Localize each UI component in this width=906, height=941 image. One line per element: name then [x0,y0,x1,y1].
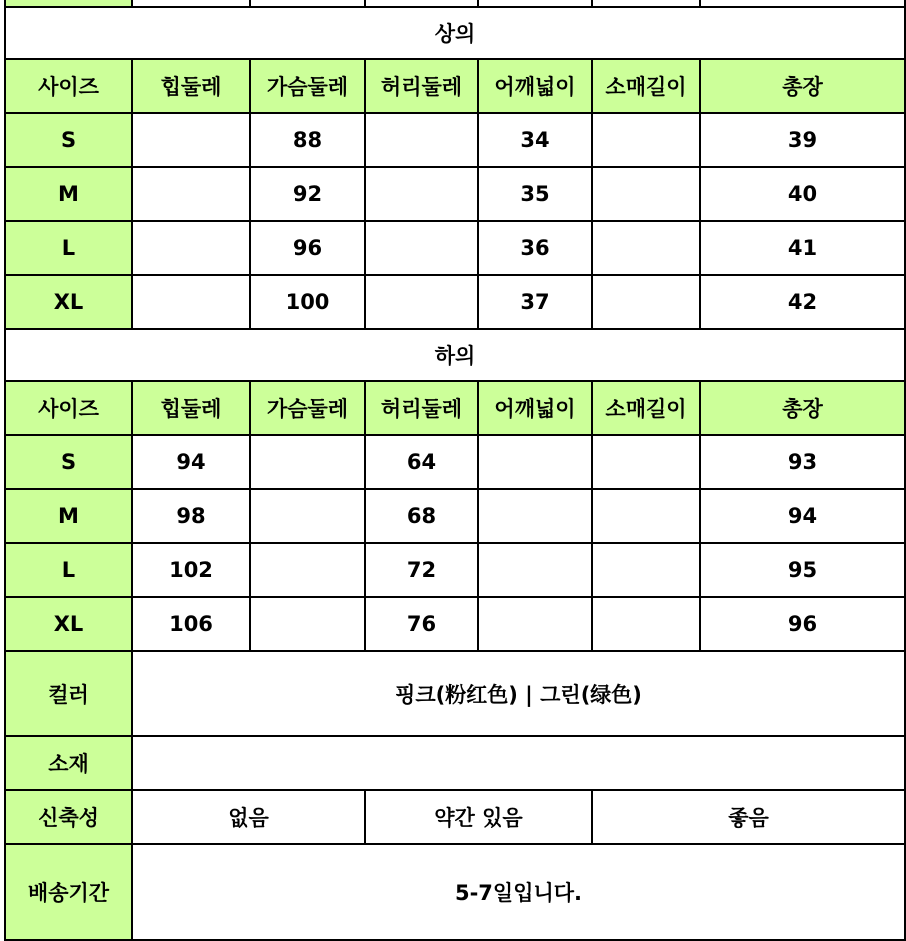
sleeve-cell [592,221,700,275]
length-cell: 42 [700,275,905,329]
sleeve-cell [592,167,700,221]
col-header-waist: 허리둘레 [365,381,478,435]
col-header-waist: 허리둘레 [365,59,478,113]
cutoff-cell [478,0,592,7]
table-row [5,113,905,167]
sleeve-cell [592,597,700,651]
size-cell: XL [5,275,132,329]
col-header-size: 사이즈 [5,59,132,113]
hip-cell [132,221,250,275]
waist-cell: 72 [365,543,478,597]
delivery-label: 배송기간 [5,844,132,940]
col-header-hip: 힙둘레 [132,59,250,113]
section-title-row [5,7,905,59]
chest-cell [250,597,365,651]
shoulder-cell [478,597,592,651]
hip-cell [132,113,250,167]
col-header-shoulder: 어깨넓이 [478,59,592,113]
section-title-row [5,329,905,381]
waist-cell: 68 [365,489,478,543]
col-header-shoulder: 어깨넓이 [478,381,592,435]
color-label: 컬러 [5,651,132,736]
table-row [5,489,905,543]
cutoff-cell [250,0,365,7]
hip-cell: 98 [132,489,250,543]
section-title-bottom: 하의 [5,329,905,381]
hip-cell [132,167,250,221]
chest-cell [250,435,365,489]
length-cell: 39 [700,113,905,167]
color-row [5,651,905,736]
header-row-bottom [5,381,905,435]
shoulder-cell [478,435,592,489]
waist-cell [365,113,478,167]
waist-cell [365,221,478,275]
sleeve-cell [592,113,700,167]
length-cell: 95 [700,543,905,597]
col-header-size: 사이즈 [5,381,132,435]
waist-cell: 76 [365,597,478,651]
section-title-top: 상의 [5,7,905,59]
hip-cell [132,275,250,329]
cutoff-row [5,0,905,7]
chest-cell: 96 [250,221,365,275]
sleeve-cell [592,489,700,543]
color-value: 핑크(粉红色) | 그린(绿色) [132,651,905,736]
col-header-sleeve: 소매길이 [592,381,700,435]
col-header-sleeve: 소매길이 [592,59,700,113]
shoulder-cell: 37 [478,275,592,329]
shoulder-cell [478,489,592,543]
material-row [5,736,905,790]
waist-cell [365,167,478,221]
table-row [5,221,905,275]
cutoff-cell [700,0,905,7]
table-row [5,543,905,597]
stretch-option-some: 약간 있음 [365,790,592,844]
length-cell: 40 [700,167,905,221]
sleeve-cell [592,275,700,329]
table-row [5,597,905,651]
chest-cell: 88 [250,113,365,167]
table-row [5,435,905,489]
stretch-label: 신축성 [5,790,132,844]
waist-cell [365,275,478,329]
size-cell: M [5,489,132,543]
chest-cell: 92 [250,167,365,221]
size-cell: L [5,543,132,597]
sleeve-cell [592,543,700,597]
col-header-chest: 가슴둘레 [250,381,365,435]
length-cell: 93 [700,435,905,489]
cutoff-cell [365,0,478,7]
material-value [132,736,905,790]
hip-cell: 106 [132,597,250,651]
shoulder-cell: 35 [478,167,592,221]
chest-cell: 100 [250,275,365,329]
size-cell: S [5,113,132,167]
length-cell: 96 [700,597,905,651]
shoulder-cell [478,543,592,597]
cutoff-cell [5,0,132,7]
col-header-length: 총장 [700,59,905,113]
stretch-option-good: 좋음 [592,790,905,844]
col-header-length: 총장 [700,381,905,435]
cutoff-cell [132,0,250,7]
hip-cell: 94 [132,435,250,489]
chest-cell [250,543,365,597]
shoulder-cell: 36 [478,221,592,275]
col-header-chest: 가슴둘레 [250,59,365,113]
shoulder-cell: 34 [478,113,592,167]
table-row [5,275,905,329]
size-cell: XL [5,597,132,651]
table-row [5,167,905,221]
delivery-row [5,844,905,940]
size-cell: M [5,167,132,221]
material-label: 소재 [5,736,132,790]
waist-cell: 64 [365,435,478,489]
col-header-hip: 힙둘레 [132,381,250,435]
stretch-option-none: 없음 [132,790,365,844]
size-cell: L [5,221,132,275]
length-cell: 41 [700,221,905,275]
header-row-top [5,59,905,113]
sleeve-cell [592,435,700,489]
size-cell: S [5,435,132,489]
size-chart-table [4,0,906,941]
cutoff-cell [592,0,700,7]
length-cell: 94 [700,489,905,543]
delivery-value: 5-7일입니다. [132,844,905,940]
stretch-row [5,790,905,844]
hip-cell: 102 [132,543,250,597]
chest-cell [250,489,365,543]
